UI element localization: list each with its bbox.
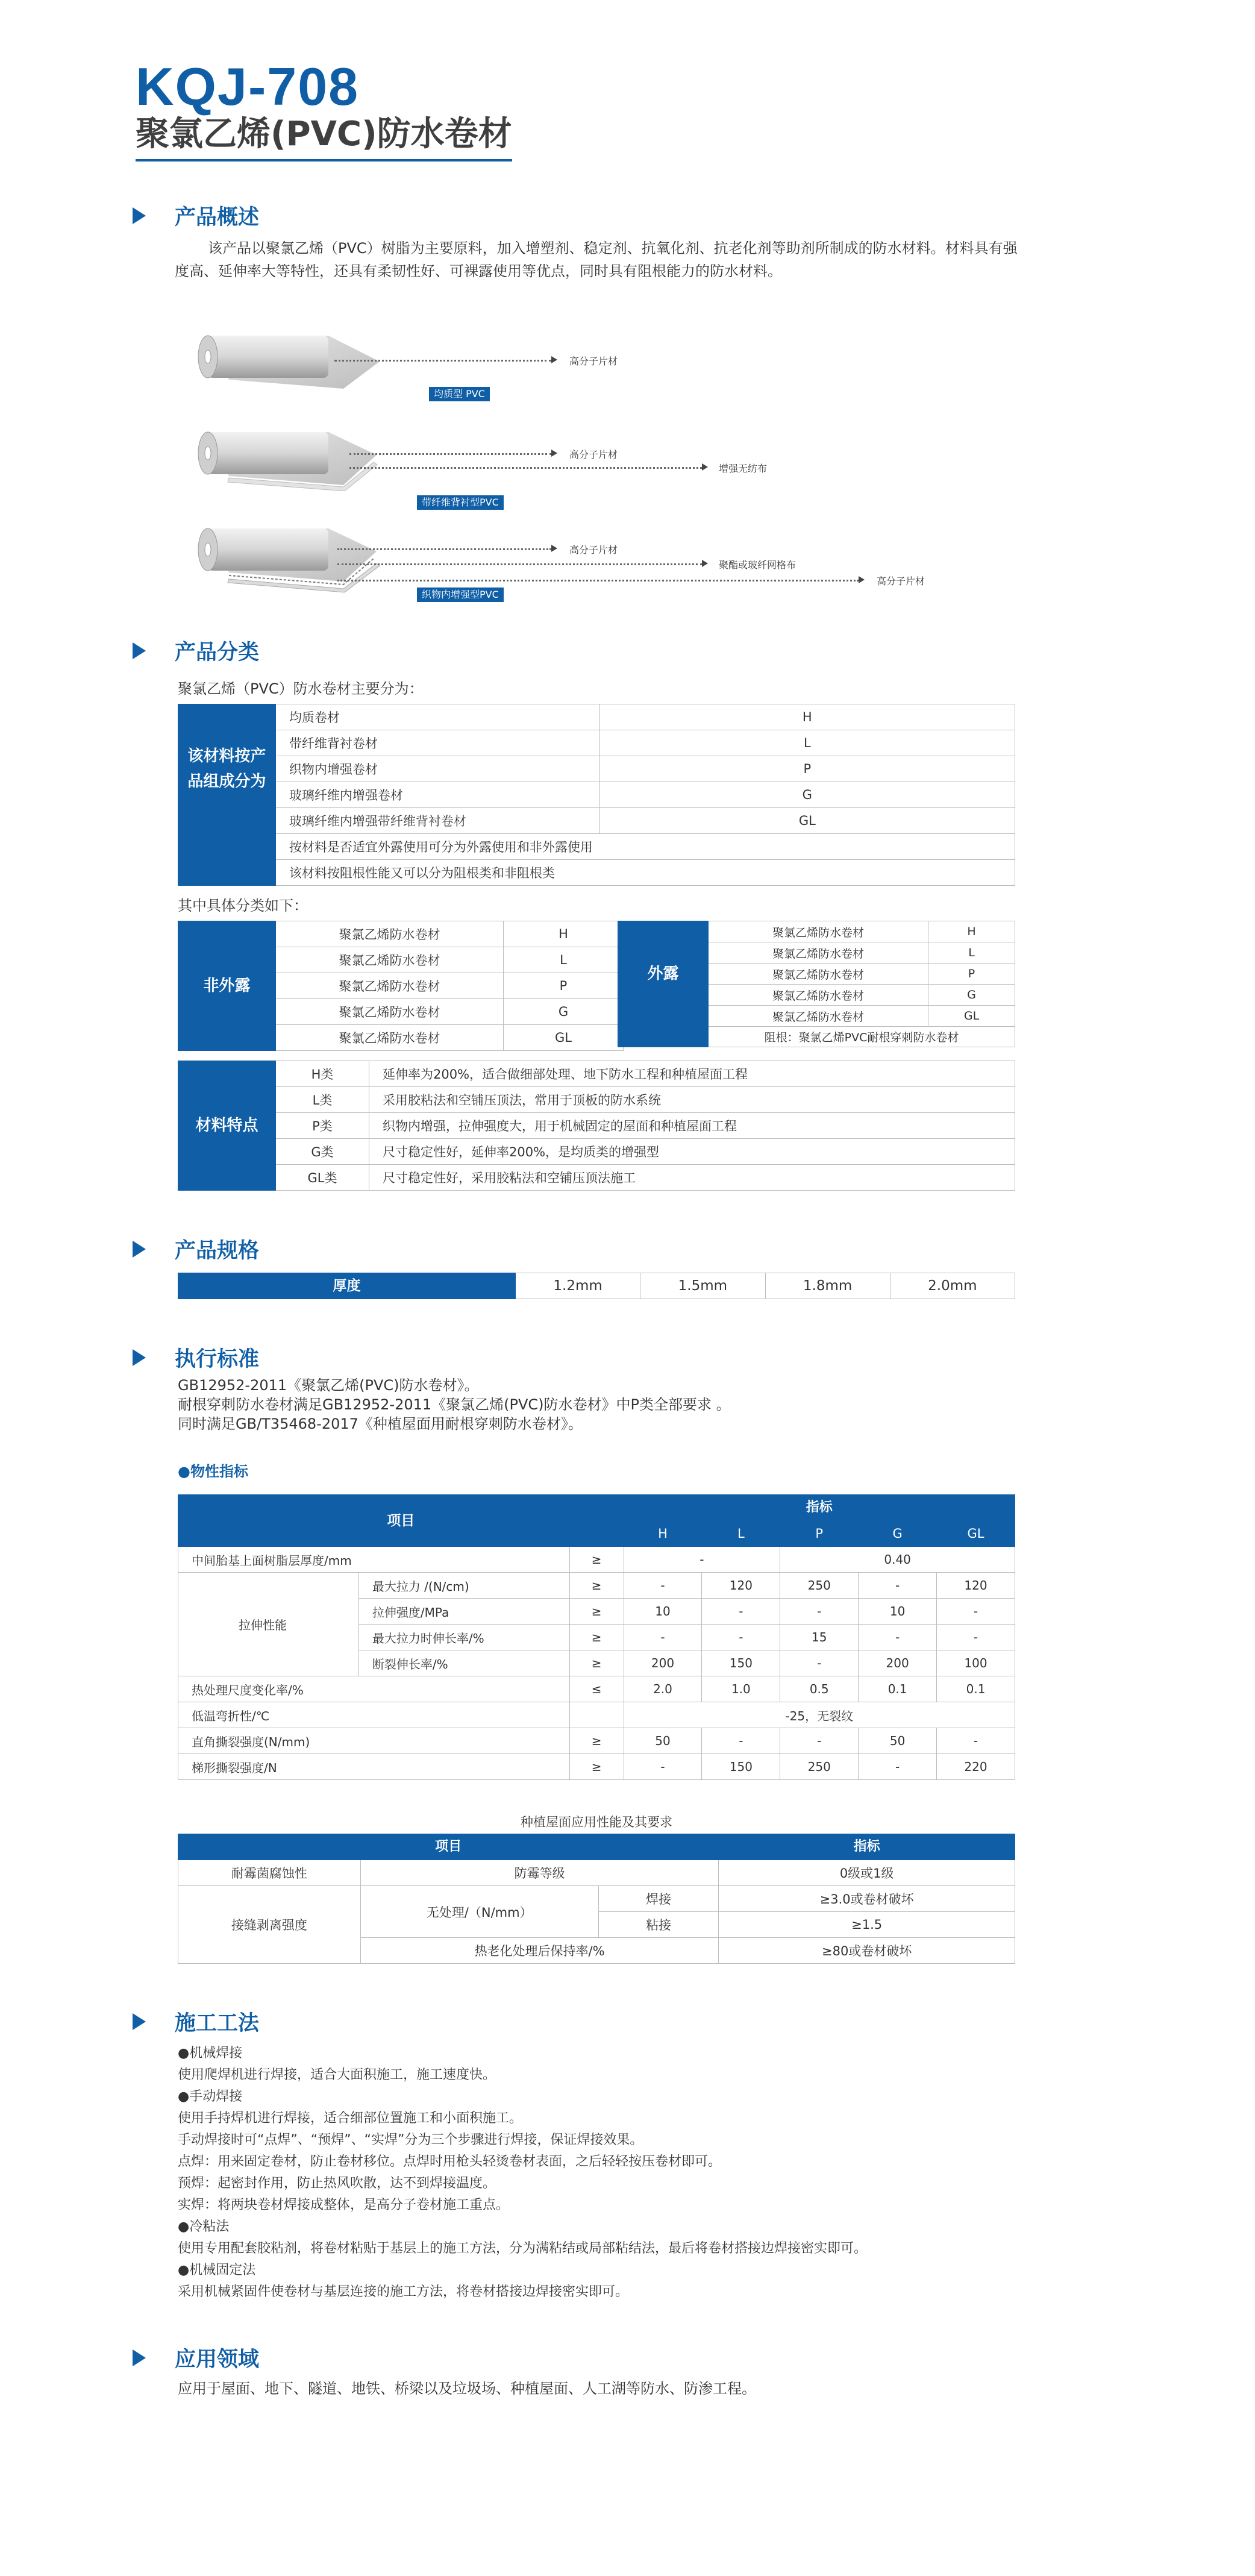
phys-col: P	[780, 1521, 859, 1547]
phys-val: -	[780, 1728, 859, 1754]
diagram2-tag: 带纤维背衬型PVC	[417, 495, 504, 510]
physical-properties-table	[178, 1494, 1015, 1780]
phys-val: 50	[859, 1728, 937, 1754]
section-construction-heading	[133, 2007, 259, 2037]
section-title: 产品规格	[175, 1239, 260, 1263]
phys-val: -	[937, 1625, 1015, 1650]
classification-note: 该材料按阻根性能又可以分为阻根类和非阻根类	[275, 860, 1015, 886]
phys-val: 120	[702, 1573, 780, 1599]
non-exposed-code: L	[504, 947, 624, 973]
roof-header-item: 项目	[178, 1834, 719, 1860]
non-exposed-name: 聚氯乙烯防水卷材	[276, 921, 504, 947]
phys-val: -	[937, 1599, 1015, 1625]
phys-op: ≥	[569, 1547, 624, 1573]
roof-val: ≥3.0或卷材破坏	[719, 1886, 1015, 1912]
spec-label: 厚度	[178, 1273, 516, 1299]
composition-name: 带纤维背衬卷材	[275, 730, 599, 756]
phys-row-name: 直角撕裂强度(N/mm)	[178, 1728, 570, 1754]
composition-code: P	[599, 756, 1015, 782]
pvc-roll-fabric-reinforced-illustration	[193, 521, 392, 594]
phys-val: -	[624, 1573, 702, 1599]
sub-classification-intro: 其中具体分类如下：	[178, 897, 308, 914]
phys-val: -	[624, 1754, 702, 1780]
diagram3-label-3: 高分子片材	[877, 575, 925, 587]
standard-line: 同时满足GB/T35468-2017《种植屋面用耐根穿刺防水卷材》。	[178, 1415, 583, 1432]
section-title: 应用领域	[175, 2348, 260, 2372]
phys-val: -	[702, 1728, 780, 1754]
phys-val: -	[859, 1625, 937, 1650]
non-exposed-name: 聚氯乙烯防水卷材	[276, 947, 504, 973]
non-exposed-name: 聚氯乙烯防水卷材	[276, 999, 504, 1025]
exposed-name: 聚氯乙烯防水卷材	[709, 964, 928, 985]
phys-row-name: 断裂伸长率/%	[358, 1650, 569, 1676]
phys-val: -	[624, 1625, 702, 1650]
spec-value: 2.0mm	[890, 1273, 1015, 1299]
triangle-bullet-icon	[133, 2013, 146, 2030]
phys-op: ≥	[569, 1625, 624, 1650]
phys-val: 250	[780, 1754, 859, 1780]
section-title: 施工工法	[175, 2011, 260, 2035]
diagram2-label-2: 增强无纺布	[719, 463, 768, 474]
non-exposed-label: 非外露	[178, 921, 276, 1051]
phys-row-name: 梯形撕裂强度/N	[178, 1754, 570, 1780]
composition-code: L	[599, 730, 1015, 756]
features-label: 材料特点	[178, 1061, 276, 1191]
exposed-root-resistant: 阻根：聚氯乙烯PVC耐根穿刺防水卷材	[709, 1027, 1015, 1047]
roof-performance-table	[178, 1834, 1015, 1964]
phys-val: 150	[702, 1754, 780, 1780]
exposed-name: 聚氯乙烯防水卷材	[709, 1006, 928, 1027]
phys-val: -	[780, 1650, 859, 1676]
phys-row-name: 最大拉力 /(N/cm)	[358, 1573, 569, 1599]
peel-group-label: 接缝剥离强度	[178, 1886, 361, 1964]
non-exposed-code: P	[504, 973, 624, 999]
spec-value: 1.8mm	[765, 1273, 890, 1299]
phys-col: H	[624, 1521, 702, 1547]
composition-name: 玻璃纤维内增强带纤维背衬卷材	[275, 808, 599, 834]
phys-row-name: 中间胎基上面树脂层厚度/mm	[178, 1547, 570, 1573]
section-title: 产品分类	[175, 641, 260, 665]
spec-value: 1.5mm	[640, 1273, 765, 1299]
phys-col: GL	[937, 1521, 1015, 1547]
feature-desc: 尺寸稳定性好，延伸率200%，是均质类的增强型	[369, 1139, 1015, 1165]
phys-val: 50	[624, 1728, 702, 1754]
phys-val: 200	[859, 1650, 937, 1676]
phys-op: ≥	[569, 1728, 624, 1754]
roof-row-sub: 热老化处理后保持率/%	[360, 1938, 719, 1964]
spec-value: 1.2mm	[516, 1273, 640, 1299]
phys-val: -	[859, 1573, 937, 1599]
section-standard-heading	[133, 1343, 259, 1373]
method-heading: ●机械焊接	[178, 2046, 243, 2061]
phys-op: ≤	[569, 1676, 624, 1702]
section-title: 执行标准	[175, 1347, 260, 1371]
diagram2-label-1: 高分子片材	[569, 449, 618, 460]
phys-val: 250	[780, 1573, 859, 1599]
section-application-heading	[133, 2343, 259, 2373]
roof-val: ≥1.5	[719, 1912, 1015, 1938]
roof-val: ≥80或卷材破坏	[719, 1938, 1015, 1964]
features-table	[178, 1061, 1015, 1191]
composition-code: G	[599, 782, 1015, 808]
triangle-bullet-icon	[133, 1349, 146, 1366]
roof-row-sub: 防霉等级	[360, 1860, 719, 1886]
phys-op: ≥	[569, 1754, 624, 1780]
pvc-roll-backed-illustration	[193, 425, 392, 491]
standard-line: GB12952-2011《聚氯乙烯(PVC)防水卷材》。	[178, 1377, 479, 1394]
composition-code: GL	[599, 808, 1015, 834]
phys-val: -	[780, 1599, 859, 1625]
method-text: 预焊：起密封作用，防止热风吹散，达不到焊接温度。	[178, 2176, 496, 2191]
feature-desc: 采用胶粘法和空铺压顶法，常用于顶板的防水系统	[369, 1087, 1015, 1113]
method-text: 采用机械紧固件使卷材与基层连接的施工方法，将卷材搭接边焊接密实即可。	[178, 2284, 629, 2299]
application-text: 应用于屋面、地下、隧道、地铁、桥梁以及垃圾场、种植屋面、人工湖等防水、防渗工程。	[178, 2380, 756, 2397]
physical-index-title: ●物性指标	[178, 1463, 248, 1480]
exposed-label: 外露	[618, 921, 709, 1027]
composition-name: 均质卷材	[275, 704, 599, 730]
standard-line: 耐根穿刺防水卷材满足GB12952-2011《聚氯乙烯(PVC)防水卷材》中P类全部要求 。	[178, 1396, 731, 1413]
feature-desc: 尺寸稳定性好，采用胶粘法和空铺压顶法施工	[369, 1165, 1015, 1191]
method-text: 实焊：将两块卷材焊接成整体，是高分子卷材施工重点。	[178, 2198, 510, 2213]
exposed-code: G	[928, 985, 1015, 1006]
non-exposed-code: H	[504, 921, 624, 947]
phys-op: ≥	[569, 1599, 624, 1625]
phys-row-name: 拉伸强度/MPa	[358, 1599, 569, 1625]
triangle-bullet-icon	[133, 642, 146, 659]
composition-name: 玻璃纤维内增强卷材	[275, 782, 599, 808]
roof-row-sub: 焊接	[598, 1886, 719, 1912]
roof-row-name: 耐霉菌腐蚀性	[178, 1860, 361, 1886]
phys-op: ≥	[569, 1573, 624, 1599]
exposed-code: L	[928, 942, 1015, 964]
exposed-code: H	[928, 921, 1015, 942]
feature-desc: 织物内增强，拉伸强度大，用于机械固定的屋面和种植屋面工程	[369, 1113, 1015, 1139]
non-exposed-table	[178, 921, 624, 1051]
triangle-bullet-icon	[133, 207, 146, 224]
phys-val: 0.5	[780, 1676, 859, 1702]
non-exposed-name: 聚氯乙烯防水卷材	[276, 1025, 504, 1051]
section-title: 产品概述	[175, 205, 260, 230]
exposed-name: 聚氯乙烯防水卷材	[709, 921, 928, 942]
composition-code: H	[599, 704, 1015, 730]
phys-val: -25，无裂纹	[624, 1702, 1015, 1728]
triangle-bullet-icon	[133, 2349, 146, 2366]
phys-row-name: 最大拉力时伸长率/%	[358, 1625, 569, 1650]
phys-val: 220	[937, 1754, 1015, 1780]
feature-type: G类	[276, 1139, 369, 1165]
feature-type: L类	[276, 1087, 369, 1113]
tensile-group-label: 拉伸性能	[178, 1573, 359, 1676]
pvc-roll-homogeneous-illustration	[193, 328, 392, 395]
exposed-name: 聚氯乙烯防水卷材	[709, 985, 928, 1006]
triangle-bullet-icon	[133, 1241, 146, 1258]
phys-val: 10	[859, 1599, 937, 1625]
method-heading: ●机械固定法	[178, 2263, 256, 2278]
phys-val: 10	[624, 1599, 702, 1625]
phys-val: 2.0	[624, 1676, 702, 1702]
feature-type: P类	[276, 1113, 369, 1139]
phys-val: 0.40	[780, 1547, 1015, 1573]
phys-row-name: 低温弯折性/℃	[178, 1702, 570, 1728]
diagram1-tag: 均质型 PVC	[429, 387, 490, 401]
phys-col: G	[859, 1521, 937, 1547]
exposed-code: GL	[928, 1006, 1015, 1027]
diagram3-label-2: 聚酯或玻纤网格布	[719, 559, 797, 571]
phys-val: 150	[702, 1650, 780, 1676]
roof-val: 0级或1级	[719, 1860, 1015, 1886]
composition-table	[178, 704, 1015, 886]
exposed-name: 聚氯乙烯防水卷材	[709, 942, 928, 964]
section-classification-heading	[133, 636, 259, 666]
method-text: 使用专用配套胶粘剂，将卷材粘贴于基层上的施工方法，分为满粘结或局部粘结法，最后将卷材搭接边焊接密实即可。	[178, 2241, 868, 2256]
phys-val: -	[624, 1547, 780, 1573]
diagram3-tag: 织物内增强型PVC	[417, 588, 504, 602]
overview-text: 该产品以聚氯乙烯（PVC）树脂为主要原料，加入增塑剂、稳定剂、抗氧化剂、抗老化剂等助剂所制成的防水材料。材料具有强度高、延伸率大等特性，还具有柔韧性好、可裸露使用等优点，同时具有阻根能力的防水材料。	[175, 240, 1018, 280]
roof-row-sub: 粘接	[598, 1912, 719, 1938]
phys-col: L	[702, 1521, 780, 1547]
roof-header-index: 指标	[719, 1834, 1015, 1860]
phys-header-item: 项目	[178, 1495, 624, 1547]
phys-val: -	[937, 1728, 1015, 1754]
classification-note: 按材料是否适宜外露使用可分为外露使用和非外露使用	[275, 834, 1015, 860]
phys-op: ≥	[569, 1650, 624, 1676]
method-heading: ●手动焊接	[178, 2089, 243, 2104]
phys-val: 1.0	[702, 1676, 780, 1702]
non-exposed-code: GL	[504, 1025, 624, 1051]
phys-val: 15	[780, 1625, 859, 1650]
feature-type: H类	[276, 1061, 369, 1087]
phys-val: 0.1	[937, 1676, 1015, 1702]
roof-table-title: 种植屋面应用性能及其要求	[521, 1815, 672, 1829]
method-text: 使用爬焊机进行焊接，适合大面积施工，施工速度快。	[178, 2067, 496, 2082]
phys-val: 100	[937, 1650, 1015, 1676]
feature-desc: 延伸率为200%，适合做细部处理、地下防水工程和种植屋面工程	[369, 1061, 1015, 1087]
non-exposed-name: 聚氯乙烯防水卷材	[276, 973, 504, 999]
exposed-code: P	[928, 964, 1015, 985]
phys-val: 0.1	[859, 1676, 937, 1702]
phys-val: -	[702, 1599, 780, 1625]
method-text: 使用手持焊机进行焊接，适合细部位置施工和小面积施工。	[178, 2111, 523, 2126]
phys-val: -	[702, 1625, 780, 1650]
classification-intro: 聚氯乙烯（PVC）防水卷材主要分为：	[178, 680, 424, 697]
method-text: 点焊：用来固定卷材，防止卷材移位。点焊时用枪头轻烫卷材表面，之后轻轻按压卷材即可。	[178, 2154, 722, 2169]
phys-row-name: 热处理尺度变化率/%	[178, 1676, 570, 1702]
diagram3-label-1: 高分子片材	[569, 544, 618, 556]
product-name: 聚氯乙烯(PVC)防水卷材	[136, 116, 512, 161]
phys-header-index: 指标	[624, 1495, 1015, 1521]
phys-val: -	[859, 1754, 937, 1780]
roof-row-sub: 无处理/（N/mm）	[360, 1886, 598, 1938]
spec-table	[178, 1273, 1015, 1299]
phys-val: 200	[624, 1650, 702, 1676]
method-heading: ●冷粘法	[178, 2219, 230, 2234]
method-text: 手动焊接时可“点焊”、“预焊”、“实焊”分为三个步骤进行焊接，保证焊接效果。	[178, 2133, 643, 2148]
composition-group-label: 该材料按产品组成分为	[178, 704, 276, 834]
exposed-table	[618, 921, 1015, 1047]
feature-type: GL类	[276, 1165, 369, 1191]
section-spec-heading	[133, 1234, 259, 1264]
section-overview-heading	[133, 201, 259, 231]
composition-name: 织物内增强卷材	[275, 756, 599, 782]
diagram1-label-1: 高分子片材	[569, 356, 618, 367]
product-model: KQJ-708	[136, 57, 360, 116]
non-exposed-code: G	[504, 999, 624, 1025]
phys-val: 120	[937, 1573, 1015, 1599]
